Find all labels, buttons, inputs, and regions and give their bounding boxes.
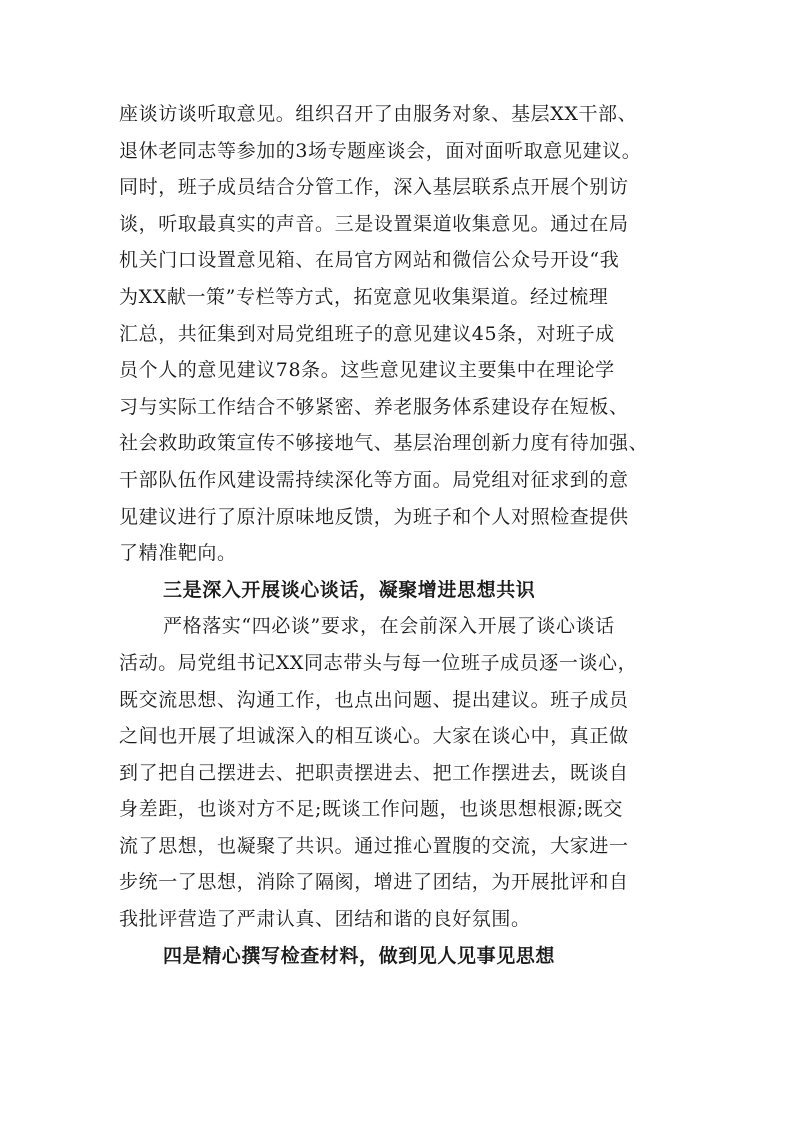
paragraph-line: 活动。局党组书记XX同志带头与每一位班子成员逐一谈心， [119, 651, 638, 674]
paragraph-line: 座谈访谈听取意见。组织召开了由服务对象、基层XX干部、 [119, 103, 638, 125]
paragraph-line: 我批评营造了严肃认真、团结和谐的良好氛围。 [119, 908, 531, 931]
document-body [119, 96, 679, 974]
paragraph-line: 习与实际工作结合不够紧密、养老服务体系建设存在短板、 [119, 395, 629, 418]
paragraph-line: 了精准靶向。 [119, 542, 237, 565]
section-heading: 四是精心撰写检查材料，做到见人见事见思想 [163, 944, 556, 967]
paragraph-line: 到了把自己摆进去、把职责摆进去、把工作摆进去，既谈自 [119, 761, 629, 784]
paragraph-line: 机关门口设置意见箱、在局官方网站和微信公众号开设“我 [119, 249, 620, 272]
section-heading: 三是深入开展谈心谈话，凝聚增进思想共识 [163, 578, 536, 601]
paragraph-line: 身差距，也谈对方不足;既谈工作问题，也谈思想根源;既交 [119, 798, 624, 821]
paragraph-line: 见建议进行了原汁原味地反馈，为班子和个人对照检查提供 [119, 505, 629, 528]
paragraph-line: 之间也开展了坦诚深入的相互谈心。大家在谈心中，真正做 [119, 725, 629, 748]
paragraph-line: 谈，听取最真实的声音。三是设置渠道收集意见。通过在局 [119, 212, 629, 235]
paragraph-line: 既交流思想、沟通工作，也点出问题、提出建议。班子成员 [119, 688, 629, 711]
paragraph-line: 流了思想，也凝聚了共识。通过推心置腹的交流，大家进一 [119, 834, 629, 857]
paragraph-line: 员个人的意见建议78条。这些意见建议主要集中在理论学 [119, 359, 615, 382]
paragraph-line: 汇总，共征集到对局党组班子的意见建议45条，对班子成 [119, 322, 615, 345]
paragraph-line: 步统一了思想，消除了隔阂，增进了团结，为开展批评和自 [119, 871, 629, 894]
paragraph-line: 为XX献一策”专栏等方式，拓宽意见收集渠道。经过梳理 [119, 285, 609, 308]
paragraph-line: 干部队伍作风建设需持续深化等方面。局党组对征求到的意 [119, 468, 629, 491]
paragraph-line: 严格落实“四必谈”要求，在会前深入开展了谈心谈话 [163, 615, 615, 638]
paragraph-line: 退休老同志等参加的3场专题座谈会，面对面听取意见建议。 [119, 139, 642, 162]
paragraph-line: 同时，班子成员结合分管工作，深入基层联系点开展个别访 [119, 176, 629, 199]
paragraph-line: 社会救助政策宣传不够接地气、基层治理创新力度有待加强、 [119, 432, 649, 455]
